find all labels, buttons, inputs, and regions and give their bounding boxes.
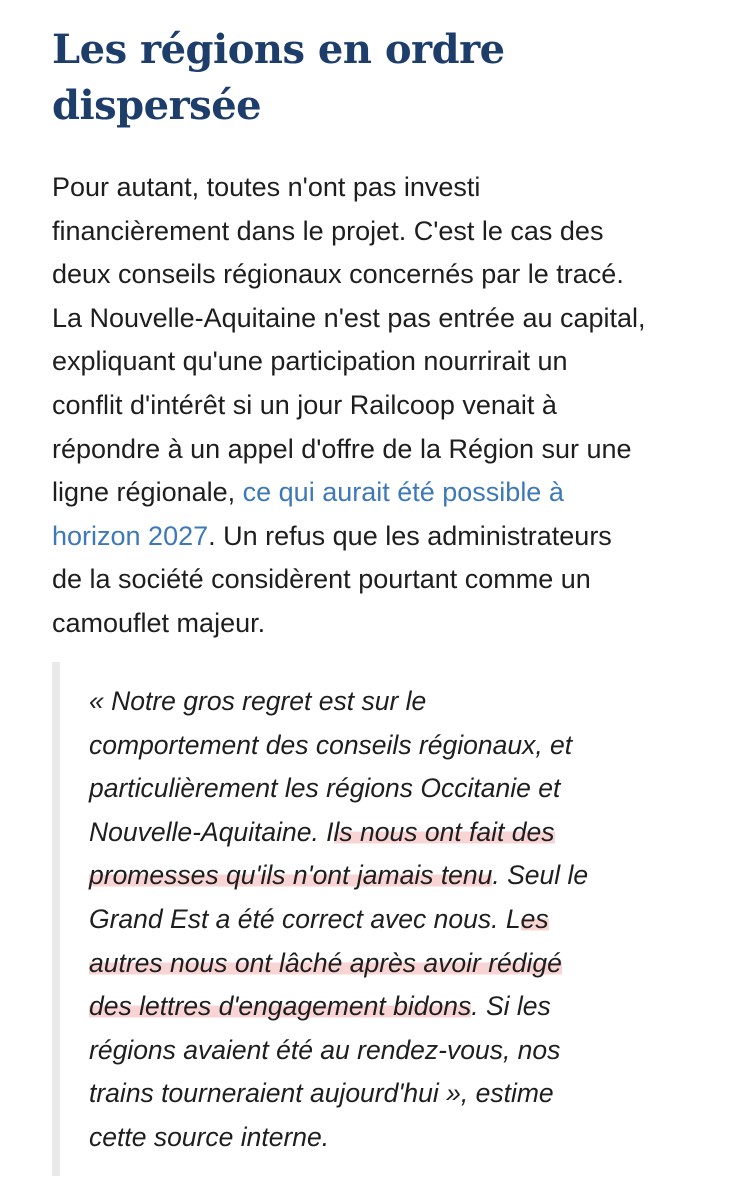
paragraph-line: ligne régionale, xyxy=(52,477,243,508)
paragraph-line: camouflet majeur. xyxy=(52,607,266,638)
quote-line: Nouvelle-Aquitaine. I xyxy=(89,816,334,847)
quote-line: trains tourneraient aujourd'hui », estime xyxy=(89,1078,554,1109)
highlight-mark: autres nous ont lâché après avoir rédigé xyxy=(89,947,562,978)
quote-text xyxy=(89,680,689,1160)
quote-line: . Si les xyxy=(471,991,551,1022)
paragraph-line: de la société considèrent pourtant comme un xyxy=(52,564,591,595)
blockquote xyxy=(52,662,712,1176)
quote-line: Grand Est a été correct avec nous. L xyxy=(89,903,521,934)
article-link-text-2[interactable]: horizon 2027 xyxy=(52,520,209,551)
highlight-mark: promesses qu'ils n'ont jamais tenu xyxy=(89,860,493,891)
paragraph-line: conflit d'intérêt si un jour Railcoop venait à xyxy=(52,389,557,420)
quote-line: comportement des conseils régionaux, et xyxy=(89,729,573,760)
highlight-mark: ls nous ont fait des xyxy=(333,816,555,847)
section-heading xyxy=(52,22,712,134)
article-link-text-1[interactable]: ce qui aurait été possible à xyxy=(242,477,564,508)
highlight-mark: des lettres d'engagement bidons xyxy=(89,991,472,1022)
quote-line: particulièrement les régions Occitanie et xyxy=(89,773,561,804)
quote-line: cette source interne. xyxy=(89,1121,330,1152)
heading-line-2: dispersée xyxy=(52,82,262,129)
quote-border xyxy=(52,662,60,1176)
paragraph-line: La Nouvelle-Aquitaine n'est pas entrée au capital, xyxy=(52,302,646,333)
body-paragraph xyxy=(52,166,722,646)
paragraph-line: deux conseils régionaux concernés par le tracé. xyxy=(52,259,624,290)
paragraph-line: Pour autant, toutes n'ont pas investi xyxy=(52,172,481,202)
quote-line: « Notre gros regret est sur le xyxy=(89,686,427,716)
heading-line-1: Les régions en ordre xyxy=(52,26,505,73)
quote-line: . Seul le xyxy=(492,860,589,891)
paragraph-line: expliquant qu'une participation nourrirait un xyxy=(52,346,568,377)
paragraph-line: financièrement dans le projet. C'est le cas des xyxy=(52,215,604,246)
paragraph-line: répondre à un appel d'offre de la Région sur une xyxy=(52,433,632,464)
highlight-mark: es xyxy=(520,903,549,934)
quote-line: régions avaient été au rendez-vous, nos xyxy=(89,1034,561,1065)
paragraph-line: . Un refus que les administrateurs xyxy=(208,520,612,551)
